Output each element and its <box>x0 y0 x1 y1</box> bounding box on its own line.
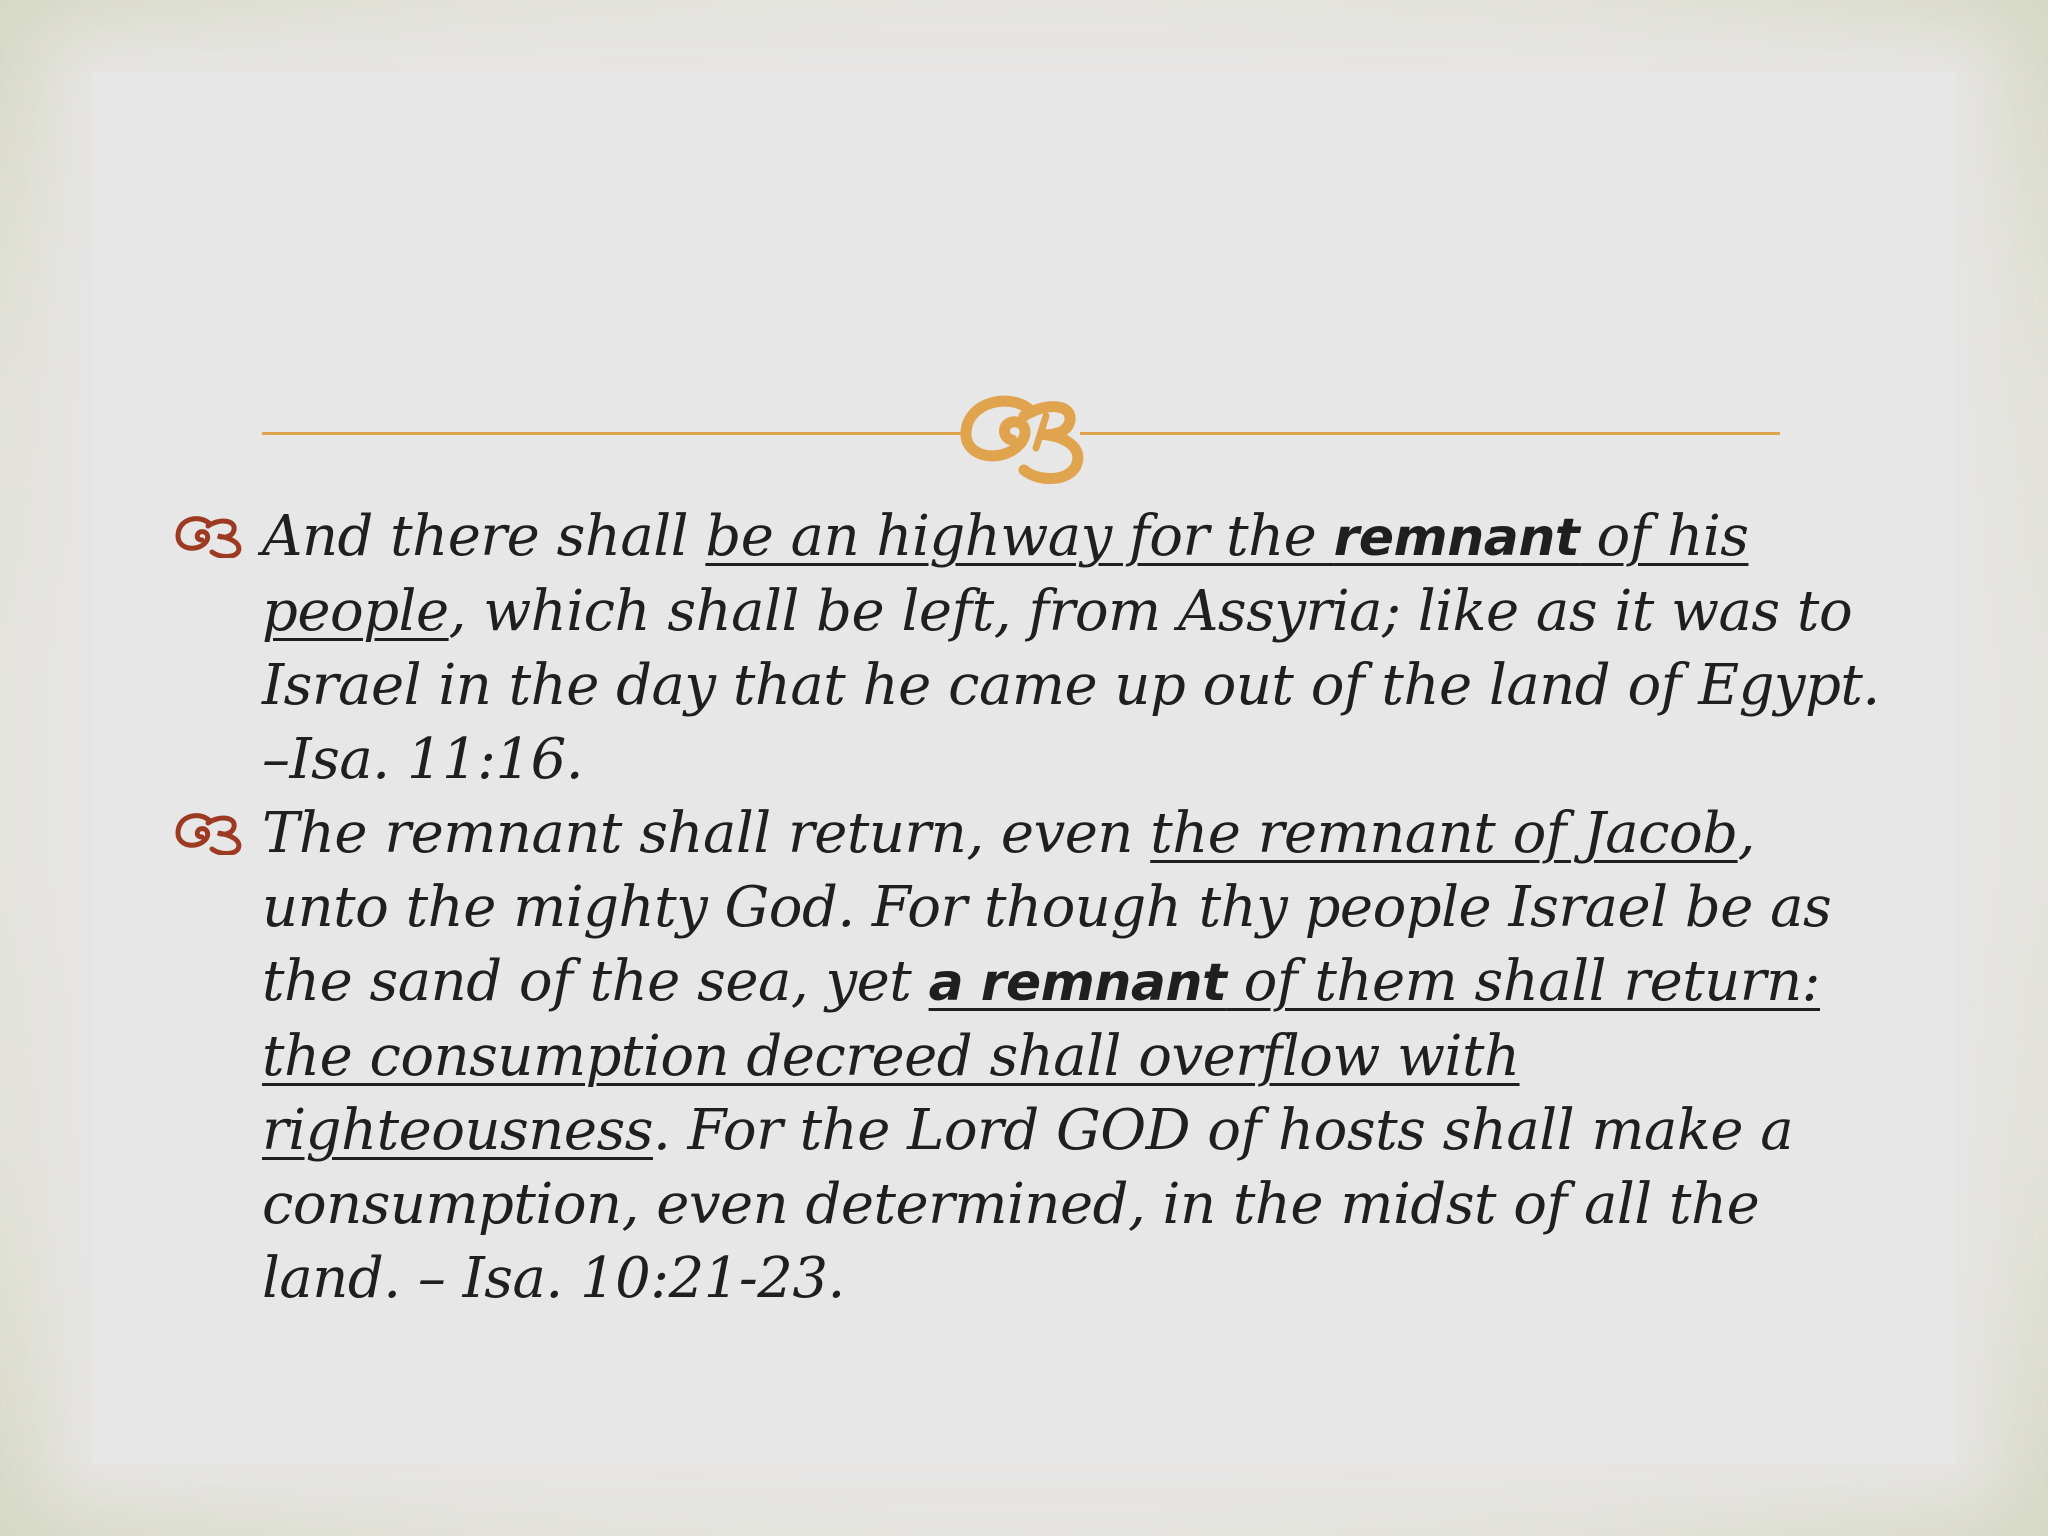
verse-text-emphasis: remnant <box>1333 508 1580 568</box>
verse-text-emphasis: a remnant <box>928 953 1227 1013</box>
bullet-item-isa-10-21-23 <box>170 797 1890 1316</box>
verse-text-segment: The remnant shall return, even <box>262 801 1151 866</box>
title-divider <box>262 388 1780 488</box>
verse-text-segment: And there shall <box>262 504 706 569</box>
verse-text-underlined: be an highway for the <box>705 504 1334 569</box>
verse-text-segment: , unto the mighty God. For though thy people Israel be as the sand of the sea, yet <box>262 801 1832 1014</box>
flourish-bullet-icon <box>174 514 246 558</box>
divider-rule-left <box>262 432 962 435</box>
flourish-ornament-icon <box>954 386 1104 486</box>
verse-text-segment: , which shall be left, from Assyria; like as it was to Israel in the day that he came up out of the land of Egypt. –Isa. 11:16. <box>262 579 1880 792</box>
verse-text-underlined: of his people <box>262 504 1749 644</box>
verse-text-segment: . For the Lord GOD of hosts shall make a consumption, even determined, in the midst of all the land. – Isa. 10:21-23. <box>262 1098 1794 1311</box>
slide-content <box>170 500 1890 1316</box>
divider-rule-right <box>1080 432 1780 435</box>
verse-text-underlined: of them shall return: the consumption decreed shall overflow with righteousness <box>262 949 1820 1163</box>
bullet-item-isa-11-16 <box>170 500 1890 797</box>
flourish-bullet-icon <box>174 811 246 855</box>
verse-text-underlined: the remnant of Jacob <box>1150 801 1738 866</box>
